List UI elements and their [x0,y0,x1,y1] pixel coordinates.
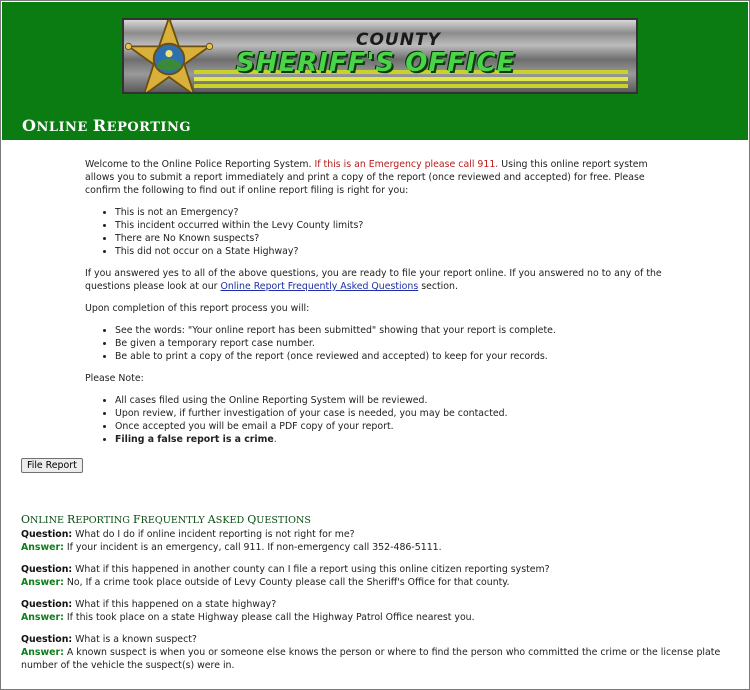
false-report-warning: Filing a false report is a crime [115,434,274,445]
intro-text: Using this online report system allows you to submit a report immediately and print a copy of the report (once reviewed and accepted) for free. Please confirm the following to find out if online report filing is right for you: [85,159,648,196]
list-item: • Once accepted you will be email a PDF copy of your report. [115,420,665,433]
sheriff-logo-banner [122,18,638,94]
faq-item [21,633,736,672]
list-item: • Be given a temporary report case number. [115,337,665,350]
question-label: Question: [21,599,73,610]
faq-title [21,513,736,527]
faq-title-text: EPORTING [75,515,134,526]
sheriff-star-badge-icon [124,18,214,94]
intro-paragraph [85,158,665,197]
answer-text: If this took place on a state Highway please call the Highway Patrol Office nearest you. [66,612,475,623]
faq-question [21,598,736,611]
answer-label: Answer: [21,612,64,623]
file-report-button[interactable]: File Report [21,458,83,473]
answered-suffix: section. [421,281,458,292]
question-label: Question: [21,634,73,645]
faq-title-cap: A [207,513,216,526]
site-header [2,2,748,140]
list-item: • All cases filed using the Online Reporting System will be reviewed. [115,394,665,407]
answer-text: If your incident is an emergency, call 911. If non-emergency call 352-486-5111. [66,542,442,553]
faq-title-cap: R [67,513,76,526]
faq-title-text: REQUENTLY [140,515,208,526]
logo-office-text: SHERIFF'S OFFICE [236,48,516,78]
emergency-warning: If this is an Emergency please call 911. [314,159,499,170]
note-heading: Please Note: [85,373,144,384]
faq-title-cap: Q [247,513,257,526]
faq-title-text: SKED [215,515,248,526]
list-item: • See the words: "Your online report has been submitted" showing that your report is complete. [115,324,665,337]
period: . [273,434,277,445]
completion-heading: Upon completion of this report process you will: [85,303,310,314]
answered-text: If you answered yes to all of the above questions, you are ready to file your report online. If you answered no to any of the questions please look at our [85,268,662,292]
answer-text: No, If a crime took place outside of Levy County please call the Sheriff's Office for that county. [66,577,510,588]
faq-item [21,528,736,554]
note-list [85,394,665,446]
faq-link[interactable]: Online Report Frequently Asked Questions [220,281,419,292]
faq-question [21,633,736,646]
list-item: • This is not an Emergency? [115,206,665,219]
faq-title-text: UESTIONS [256,515,311,526]
question-label: Question: [21,529,73,540]
answered-paragraph [85,267,665,293]
answer-text: A known suspect is when you or someone else knows the person or where to find the person who committed the crime or the license plate number of the vehicle the suspect(s) were in. [21,647,721,671]
answer-label: Answer: [21,542,64,553]
title-text: EPORTING [106,120,191,135]
faq-question [21,563,736,576]
faq-answer [21,611,736,624]
title-text: NLINE [36,120,93,135]
faq-title-cap: F [133,513,141,526]
faq-item [21,563,736,589]
list-item [115,433,665,446]
faq-answer [21,576,736,589]
completion-list [85,324,665,363]
faq-answer [21,541,736,554]
main-content [85,158,665,455]
title-cap: O [22,116,37,135]
banner-stripe [194,84,628,88]
faq-item [21,598,736,624]
faq-title-text: NLINE [30,515,68,526]
title-cap: R [92,116,107,135]
answer-label: Answer: [21,577,64,588]
list-item: • There are No Known suspects? [115,232,665,245]
list-item: • This did not occur on a State Highway? [115,245,665,258]
faq-answer [21,646,736,672]
question-label: Question: [21,564,73,575]
question-text: What if this happened in another county can I file a report using this online citizen reporting system? [75,564,550,575]
answer-label: Answer: [21,647,64,658]
page-title [22,116,191,135]
question-text: What is a known suspect? [75,634,197,645]
eligibility-checklist [85,206,665,258]
faq-question [21,528,736,541]
faq-section [21,513,736,681]
list-item: • This incident occurred within the Levy County limits? [115,219,665,232]
logo-county-text: COUNTY [356,30,441,50]
question-text: What if this happened on a state highway? [75,599,277,610]
list-item: • Be able to print a copy of the report (once reviewed and accepted) to keep for your records. [115,350,665,363]
list-item: • Upon review, if further investigation of your case is needed, you may be contacted. [115,407,665,420]
intro-welcome: Welcome to the Online Police Reporting System. [85,159,312,170]
question-text: What do I do if online incident reporting is not right for me? [75,529,355,540]
faq-title-cap: O [21,513,31,526]
